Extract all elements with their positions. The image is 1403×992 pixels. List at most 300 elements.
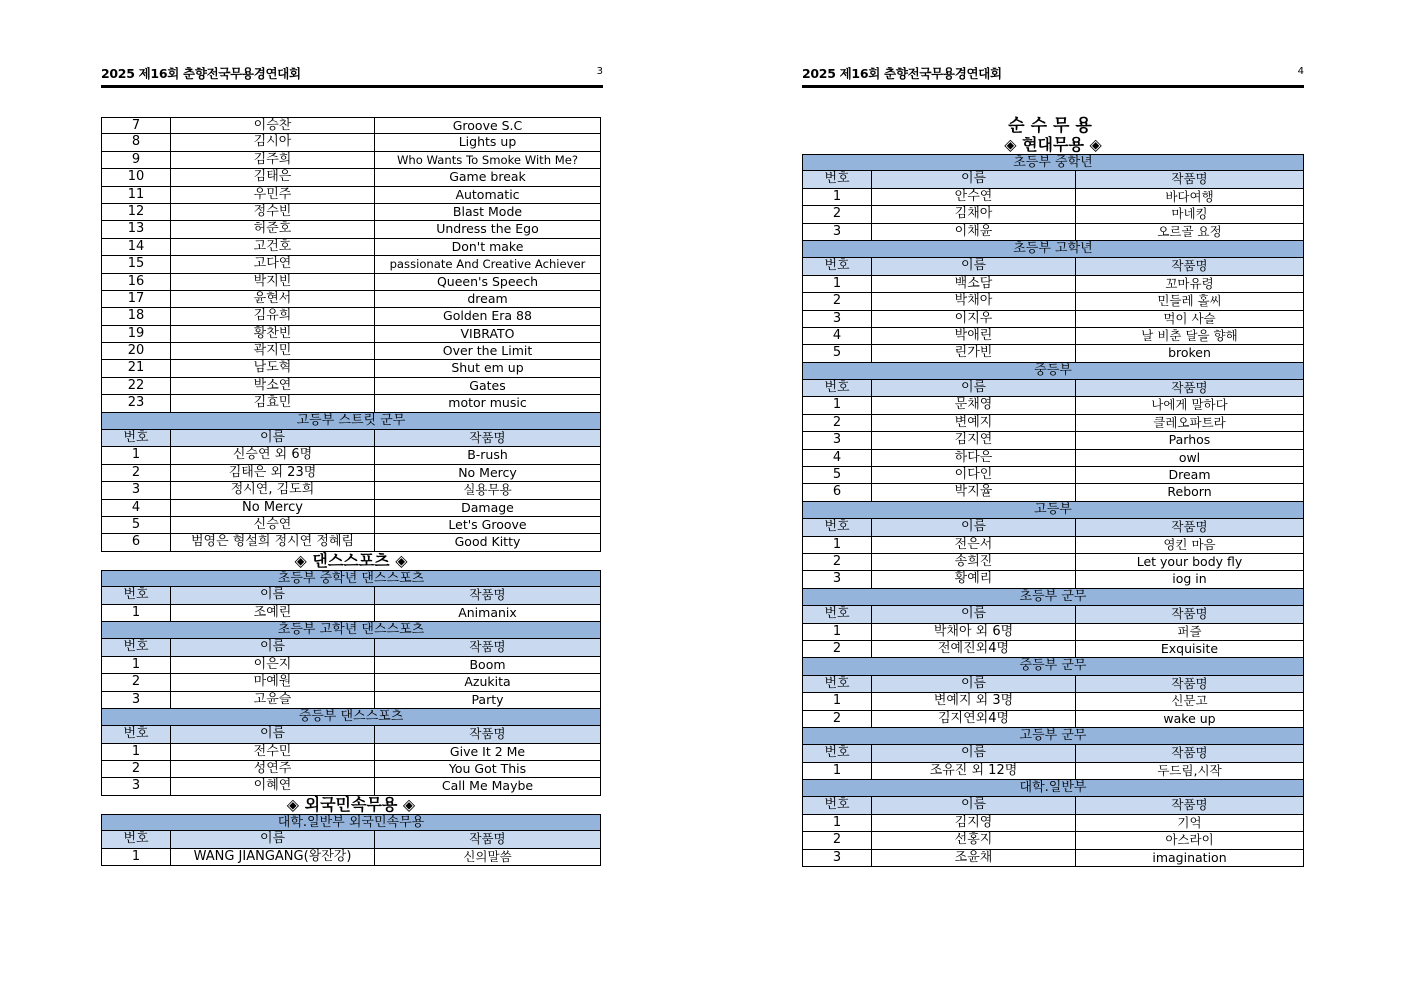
table-row <box>101 395 601 412</box>
column-header-row <box>802 258 1304 275</box>
entry-title: Automatic <box>374 187 600 203</box>
entry-name: 이름 <box>871 380 1075 396</box>
entry-number: 1 <box>131 604 141 620</box>
entry-number: 17 <box>127 290 145 306</box>
entry-number: 5 <box>131 516 141 532</box>
entry-title: Who Wants To Smoke With Me? <box>374 152 600 168</box>
table-row <box>101 482 601 499</box>
entry-name: 이혜연 <box>170 778 374 794</box>
entry-name: 전은서 <box>871 537 1075 553</box>
entry-name: 김지연외4명 <box>871 711 1075 727</box>
entry-number: 번호 <box>824 258 850 274</box>
entry-name: 박채아 <box>871 293 1075 309</box>
entry-name: 문채영 <box>871 397 1075 413</box>
entry-title: 먹이 사슬 <box>1075 311 1303 327</box>
entry-title: owl <box>1075 450 1303 466</box>
category-title: 중등부 <box>802 363 1304 380</box>
right-content <box>802 117 1304 867</box>
table-row <box>101 761 601 778</box>
entry-name: 백소담 <box>871 276 1075 292</box>
table-row <box>802 276 1304 293</box>
category-title: 초등부 중학년 댄스스포츠 <box>101 570 601 587</box>
entry-number: 3 <box>832 223 842 239</box>
entry-name: 박소연 <box>170 378 374 394</box>
table-row <box>101 169 601 186</box>
column-header-row <box>802 676 1304 693</box>
table-row <box>101 378 601 395</box>
entry-number: 15 <box>127 256 145 272</box>
category-title: 초등부 고학년 <box>802 241 1304 258</box>
entry-number: 3 <box>131 778 141 794</box>
entry-number: 4 <box>131 499 141 515</box>
table-row <box>101 152 601 169</box>
entry-number: 3 <box>832 432 842 448</box>
entry-number: 2 <box>832 832 842 848</box>
entry-number: 13 <box>127 221 145 237</box>
entry-name: 이름 <box>170 726 374 742</box>
entry-title: Boom <box>374 657 600 673</box>
entry-name: 조예린 <box>170 605 374 621</box>
entry-number: 7 <box>131 118 141 133</box>
table-row <box>802 293 1304 310</box>
table-row <box>802 328 1304 345</box>
entry-title: Reborn <box>1075 484 1303 500</box>
entry-number: 12 <box>127 203 145 219</box>
entry-number: 1 <box>832 693 842 709</box>
entry-number: 18 <box>127 308 145 324</box>
entry-name: 이지우 <box>871 311 1075 327</box>
entry-title: 작품명 <box>374 831 600 847</box>
entry-title: 클레오파트라 <box>1075 415 1303 431</box>
entry-name: 신승연 <box>170 517 374 533</box>
entry-name: 김지연 <box>871 432 1075 448</box>
entry-title: B-rush <box>374 447 600 463</box>
table-row <box>802 311 1304 328</box>
column-header-row <box>802 519 1304 536</box>
entry-title: Dream <box>1075 467 1303 483</box>
table-row <box>802 345 1304 362</box>
entry-title: 작품명 <box>1075 171 1303 187</box>
table-row <box>101 447 601 464</box>
category-title: 초등부 중학년 <box>802 154 1304 171</box>
entry-number: 1 <box>131 656 141 672</box>
entry-number: 번호 <box>824 606 850 622</box>
table-row <box>802 189 1304 206</box>
table-row <box>101 849 601 866</box>
table-row <box>802 450 1304 467</box>
table-row <box>101 256 601 273</box>
entry-title: 작품명 <box>1075 676 1303 692</box>
entry-name: 이은지 <box>170 657 374 673</box>
entry-name: 변예지 외 3명 <box>871 693 1075 709</box>
section-heading: ◈ 댄스스포츠 ◈ <box>294 550 408 570</box>
entry-title: iog in <box>1075 571 1303 587</box>
entry-title: 신문고 <box>1075 693 1303 709</box>
entry-number: 1 <box>832 275 842 291</box>
entry-title: Undress the Ego <box>374 221 600 237</box>
header-title: 2025 제16회 춘향전국무용경연대회 <box>101 66 301 81</box>
entry-name: 이름 <box>170 430 374 446</box>
entry-number: 22 <box>127 377 145 393</box>
entry-name: 김지영 <box>871 815 1075 831</box>
table-row <box>802 484 1304 501</box>
table-row <box>101 692 601 709</box>
table-row <box>802 571 1304 588</box>
entry-number: 2 <box>832 710 842 726</box>
entry-title: Call Me Maybe <box>374 778 600 794</box>
entry-name: 김태은 <box>170 169 374 185</box>
entry-title: 실용무용 <box>374 482 600 498</box>
entry-title: VIBRATO <box>374 326 600 342</box>
entry-name: 김태은 외 23명 <box>170 465 374 481</box>
entry-number: 2 <box>131 761 141 777</box>
entry-name: 전수민 <box>170 744 374 760</box>
entry-name: 우민주 <box>170 187 374 203</box>
column-header-row <box>802 745 1304 762</box>
table-row <box>101 274 601 291</box>
column-header-row <box>802 606 1304 623</box>
entry-name: 이름 <box>871 606 1075 622</box>
entry-name: 전예진외4명 <box>871 641 1075 657</box>
entry-number: 3 <box>832 571 842 587</box>
table-row <box>802 850 1304 867</box>
entry-title: 영킨 마음 <box>1075 537 1303 553</box>
entry-number: 1 <box>131 447 141 463</box>
entry-name: 박애린 <box>871 328 1075 344</box>
category-title: 초등부 군무 <box>802 589 1304 606</box>
entry-number: 1 <box>832 397 842 413</box>
entry-number: 번호 <box>123 831 149 847</box>
entry-number: 11 <box>127 186 145 202</box>
page-header <box>802 64 1304 88</box>
entry-title: passionate And Creative Achiever <box>374 256 600 272</box>
category-title: 중등부 군무 <box>802 658 1304 675</box>
entry-number: 6 <box>832 484 842 500</box>
table-row <box>101 187 601 204</box>
entry-number: 번호 <box>824 171 850 187</box>
entry-title: 날 비춘 달을 향해 <box>1075 328 1303 344</box>
table-row <box>101 657 601 674</box>
section-heading: ◈ 외국민속무용 ◈ <box>286 794 416 814</box>
entry-number: 4 <box>832 449 842 465</box>
table-row <box>802 693 1304 710</box>
category-title: 고등부 스트릿 군무 <box>101 413 601 430</box>
entry-name: 마예원 <box>170 674 374 690</box>
table-row <box>802 641 1304 658</box>
table-row <box>101 465 601 482</box>
entry-name: 윤현서 <box>170 291 374 307</box>
category-title: 초등부 고학년 댄스스포츠 <box>101 622 601 639</box>
entry-name: 남도혁 <box>170 360 374 376</box>
entry-number: 1 <box>131 743 141 759</box>
entry-name: 정수빈 <box>170 204 374 220</box>
entry-number: 2 <box>131 464 141 480</box>
entry-number: 1 <box>131 848 141 864</box>
entry-title: motor music <box>374 395 600 411</box>
entry-name: 신승연 외 6명 <box>170 447 374 463</box>
table-row <box>101 517 601 534</box>
entry-number: 번호 <box>824 380 850 396</box>
table-row <box>802 206 1304 223</box>
category-title: 고등부 군무 <box>802 728 1304 745</box>
table-row <box>802 467 1304 484</box>
entry-name: 이름 <box>871 171 1075 187</box>
entry-name: 허준호 <box>170 221 374 237</box>
entry-title: Golden Era 88 <box>374 308 600 324</box>
entry-title: 작품명 <box>1075 797 1303 813</box>
entry-number: 3 <box>131 482 141 498</box>
entry-name: 송희진 <box>871 554 1075 570</box>
entry-number: 9 <box>131 151 141 167</box>
entry-title: 꼬마유령 <box>1075 276 1303 292</box>
entry-title: 퍼즐 <box>1075 624 1303 640</box>
table-row <box>101 204 601 221</box>
page-header <box>101 64 603 88</box>
entry-name: 박지율 <box>871 484 1075 500</box>
entry-title: Azukita <box>374 674 600 690</box>
entry-title: 작품명 <box>1075 380 1303 396</box>
table-row <box>101 360 601 377</box>
entry-name: 이름 <box>871 676 1075 692</box>
entry-title: Let's Groove <box>374 517 600 533</box>
column-header-row <box>802 797 1304 814</box>
entry-name: 이승찬 <box>170 118 374 133</box>
entry-number: 번호 <box>123 639 149 655</box>
entry-title: 아스라이 <box>1075 832 1303 848</box>
entry-title: Queen's Speech <box>374 274 600 290</box>
table-row <box>101 326 601 343</box>
entry-title: Damage <box>374 500 600 516</box>
entry-name: 안수연 <box>871 189 1075 205</box>
entry-number: 2 <box>832 553 842 569</box>
header-title: 2025 제16회 춘향전국무용경연대회 <box>802 66 1002 81</box>
entry-name: No Mercy <box>170 500 374 516</box>
table-row <box>101 674 601 691</box>
entry-name: 황예리 <box>871 571 1075 587</box>
entry-number: 2 <box>832 293 842 309</box>
entry-name: 이름 <box>871 258 1075 274</box>
table-row <box>101 500 601 517</box>
entry-title: 마네킹 <box>1075 206 1303 222</box>
table-row <box>101 534 601 551</box>
entry-name: 성연주 <box>170 761 374 777</box>
entry-name: 이름 <box>871 519 1075 535</box>
entry-number: 1 <box>832 623 842 639</box>
main-title: 순수무용 <box>1008 116 1098 136</box>
entry-number: 19 <box>127 325 145 341</box>
entry-number: 1 <box>832 814 842 830</box>
table-row <box>101 778 601 795</box>
entry-number: 8 <box>131 134 141 150</box>
entry-name: 이다인 <box>871 467 1075 483</box>
entry-title: 작품명 <box>1075 606 1303 622</box>
entry-name: 조유진 외 12명 <box>871 763 1075 779</box>
table-row <box>802 415 1304 432</box>
entry-title: 두드림,시작 <box>1075 763 1303 779</box>
column-header-row <box>101 587 601 604</box>
entry-title: Gates <box>374 378 600 394</box>
table-row <box>101 744 601 761</box>
entry-name: 이름 <box>170 587 374 603</box>
table-row <box>101 134 601 151</box>
entry-number: 번호 <box>824 675 850 691</box>
table-row <box>802 432 1304 449</box>
entry-title: Don't make <box>374 239 600 255</box>
entry-number: 번호 <box>123 726 149 742</box>
entry-number: 5 <box>832 345 842 361</box>
entry-number: 2 <box>832 640 842 656</box>
entry-name: 선홍지 <box>871 832 1075 848</box>
entry-number: 5 <box>832 467 842 483</box>
entry-name: 박채아 외 6명 <box>871 624 1075 640</box>
entry-number: 4 <box>832 327 842 343</box>
entry-name: 범영은 형설희 정시연 정혜림 <box>170 534 374 550</box>
table-row <box>101 605 601 622</box>
entry-title: 작품명 <box>1075 745 1303 761</box>
entry-title: Lights up <box>374 134 600 150</box>
entry-name: 김주희 <box>170 152 374 168</box>
entry-number: 3 <box>832 310 842 326</box>
category-title: 대학.일반부 외국민속무용 <box>101 814 601 831</box>
entry-title: Parhos <box>1075 432 1303 448</box>
entry-name: 김시아 <box>170 134 374 150</box>
entry-title: 오르골 요정 <box>1075 224 1303 240</box>
table-row <box>101 239 601 256</box>
entry-title: 나에게 말하다 <box>1075 397 1303 413</box>
entry-title: dream <box>374 291 600 307</box>
entry-name: 이름 <box>871 745 1075 761</box>
entry-title: wake up <box>1075 711 1303 727</box>
entry-name: 정시연, 김도희 <box>170 482 374 498</box>
page-number: 4 <box>1297 66 1304 77</box>
entry-name: 이름 <box>170 831 374 847</box>
entry-number: 3 <box>832 849 842 865</box>
entry-title: 신의말씀 <box>374 849 600 865</box>
entry-number: 10 <box>127 169 145 185</box>
table-row <box>802 554 1304 571</box>
entry-number: 21 <box>127 360 145 376</box>
entry-number: 번호 <box>824 797 850 813</box>
entry-name: 변예지 <box>871 415 1075 431</box>
entry-number: 20 <box>127 343 145 359</box>
entry-number: 2 <box>832 414 842 430</box>
entry-title: Groove S.C <box>374 118 600 133</box>
entry-number: 2 <box>832 206 842 222</box>
entry-title: Over the Limit <box>374 343 600 359</box>
column-header-row <box>101 726 601 743</box>
entry-name: 김유희 <box>170 308 374 324</box>
entry-title: Blast Mode <box>374 204 600 220</box>
entry-name: 고다연 <box>170 256 374 272</box>
entry-title: Good Kitty <box>374 534 600 550</box>
entry-name: 하다은 <box>871 450 1075 466</box>
entry-title: Party <box>374 692 600 708</box>
entry-title: 작품명 <box>1075 258 1303 274</box>
table-row <box>802 711 1304 728</box>
entry-name: 이름 <box>170 639 374 655</box>
entry-title: 작품명 <box>374 726 600 742</box>
entry-name: 이채윤 <box>871 224 1075 240</box>
entry-title: Exquisite <box>1075 641 1303 657</box>
entry-title: No Mercy <box>374 465 600 481</box>
table-row <box>802 763 1304 780</box>
entry-title: 민들레 홀씨 <box>1075 293 1303 309</box>
left-content <box>101 117 601 866</box>
column-header-row <box>101 639 601 656</box>
entry-name: 고건호 <box>170 239 374 255</box>
table-row <box>101 221 601 238</box>
category-title: 고등부 <box>802 502 1304 519</box>
entry-title: 기억 <box>1075 815 1303 831</box>
table-row <box>101 117 601 134</box>
category-title: 중등부 댄스스포츠 <box>101 709 601 726</box>
column-header-row <box>101 430 601 447</box>
entry-title: Give It 2 Me <box>374 744 600 760</box>
category-title: 대학.일반부 <box>802 780 1304 797</box>
column-header-row <box>802 380 1304 397</box>
table-row <box>101 308 601 325</box>
entry-number: 번호 <box>824 745 850 761</box>
entry-name: 곽지민 <box>170 343 374 359</box>
entry-title: Game break <box>374 169 600 185</box>
entry-title: 바다여행 <box>1075 189 1303 205</box>
entry-title: You Got This <box>374 761 600 777</box>
entry-number: 2 <box>131 674 141 690</box>
entry-name: 고윤슬 <box>170 692 374 708</box>
entry-number: 14 <box>127 238 145 254</box>
entry-name: WANG JIANGANG(왕잔강) <box>170 849 374 865</box>
entry-title: 작품명 <box>1075 519 1303 535</box>
entry-number: 번호 <box>123 430 149 446</box>
table-row <box>101 343 601 360</box>
column-header-row <box>802 171 1304 188</box>
entry-title: Animanix <box>374 605 600 621</box>
entry-number: 번호 <box>824 519 850 535</box>
entry-title: broken <box>1075 345 1303 361</box>
section-heading: ◈ 현대무용 ◈ <box>1004 135 1102 154</box>
table-row <box>802 832 1304 849</box>
entry-name: 황찬빈 <box>170 326 374 342</box>
entry-title: 작품명 <box>374 639 600 655</box>
table-row <box>101 291 601 308</box>
entry-title: imagination <box>1075 850 1303 866</box>
entry-name: 린가빈 <box>871 345 1075 361</box>
entry-name: 조윤채 <box>871 850 1075 866</box>
entry-title: Shut em up <box>374 360 600 376</box>
entry-name: 박지빈 <box>170 274 374 290</box>
entry-title: 작품명 <box>374 587 600 603</box>
entry-number: 6 <box>131 534 141 550</box>
column-header-row <box>101 831 601 848</box>
entry-name: 김효민 <box>170 395 374 411</box>
table-row <box>802 397 1304 414</box>
entry-title: 작품명 <box>374 430 600 446</box>
entry-number: 16 <box>127 273 145 289</box>
entry-number: 1 <box>832 762 842 778</box>
entry-number: 1 <box>832 188 842 204</box>
entry-number: 1 <box>832 536 842 552</box>
table-row <box>802 224 1304 241</box>
entry-name: 김채아 <box>871 206 1075 222</box>
entry-title: Let your body fly <box>1075 554 1303 570</box>
entry-number: 3 <box>131 691 141 707</box>
entry-number: 번호 <box>123 587 149 603</box>
entry-number: 23 <box>127 395 145 411</box>
table-row <box>802 624 1304 641</box>
table-row <box>802 815 1304 832</box>
page-number: 3 <box>596 66 603 77</box>
table-row <box>802 537 1304 554</box>
